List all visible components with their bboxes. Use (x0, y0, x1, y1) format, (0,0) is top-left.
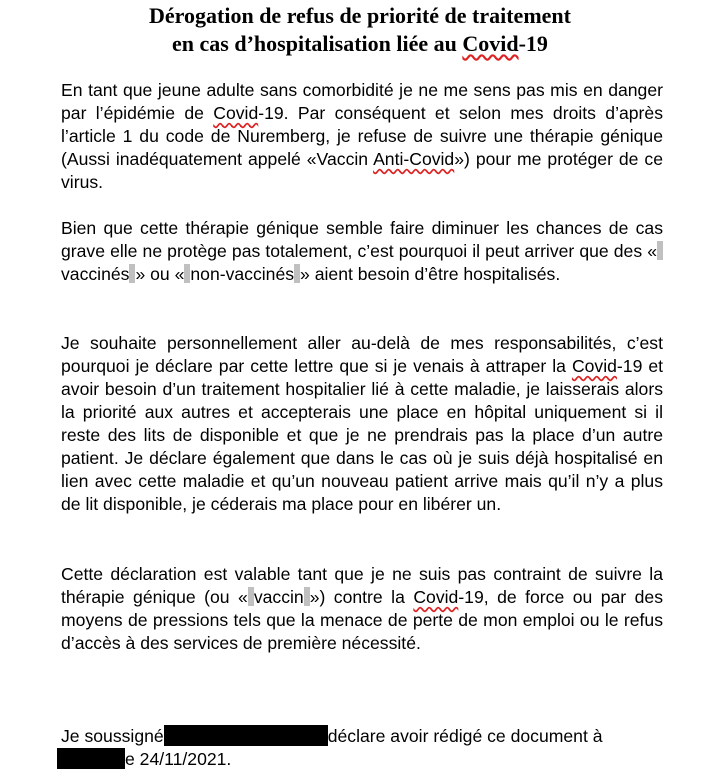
redacted-name-box (164, 725, 328, 746)
nbsp-marker (657, 241, 663, 260)
title-line-2-suffix: -19 (518, 31, 548, 56)
document-title (0, 2, 710, 58)
paragraph-2 (61, 217, 663, 286)
title-line-2-prefix: en cas d’hospitalisation liée au (172, 31, 463, 56)
paragraph-1-text-c: ») pour me protéger de ce virus. (61, 149, 664, 192)
paragraph-1-anti-covid-word: Anti-Covid (373, 149, 455, 169)
signature-date: e 24/11/2021. (125, 749, 232, 769)
paragraph-1-text-b: -19. Par conséquent et selon mes droits d’après l’article 1 du code de Nuremberg, je refuse de suivre une thérapie génique (Aussi inadéquatement appelé «Vaccin (61, 103, 663, 169)
paragraph-4-text-b: ») contre la (309, 587, 414, 607)
paragraph-2-text-b: » ou « (135, 264, 185, 284)
paragraph-4 (61, 563, 663, 655)
paragraph-3-text-a: Je souhaite personnellement aller au-delà de mes responsabilités, c’est pourquoi je déclare par cette lettre que si je venais à attraper la (61, 333, 663, 376)
title-line-2 (0, 30, 710, 58)
paragraph-4-text-a: Cette déclaration est valable tant que je ne suis pas contraint de suivre la thérapie génique (ou « (61, 564, 663, 607)
signature-prefix: Je soussigné (61, 726, 164, 746)
paragraph-2-text-a: Bien que cette thérapie génique semble faire diminuer les chances de cas grave elle ne protège pas totalement, c’est pourquoi il peut arriver que des « (61, 218, 663, 261)
signature-line-1 (61, 725, 701, 748)
signature-line-2 (57, 748, 701, 771)
paragraph-3-text-b: -19 et avoir besoin d’un traitement hospitalier lié à cette maladie, je laisserais alors la priorité aux autres et accepterais une place en hôpital uniquement si il reste des lits de disponible et que je ne prendrais pas la place d’un autre patient. Je déclare également que dans le cas où je suis déjà hospitalisé en lien avec cette maladie et qu’un nouveau patient arrive mais qu’il n’y a plus de lit disponible, je céderais ma place pour en libérer un. (61, 356, 663, 514)
redacted-place-box (57, 748, 125, 769)
paragraph-2-text-c: » aient besoin d’être hospitalisés. (300, 264, 561, 284)
signature-middle-text: déclare avoir rédigé ce document à (327, 726, 603, 746)
paragraph-3-covid-word: Covid (571, 356, 617, 376)
title-line-1: Dérogation de refus de priorité de traitement (149, 3, 571, 28)
signature-block (61, 725, 701, 771)
paragraph-1-text-a: En tant que jeune adulte sans comorbidité je ne me sens pas mis en danger par l’épidémie de (61, 80, 663, 123)
paragraph-4-vaccin-word: vaccin (253, 587, 304, 607)
paragraph-2-non-vaccines-word: non-vaccinés (190, 264, 295, 284)
paragraph-4-covid-word: Covid (413, 587, 459, 607)
paragraph-4-text-c: -19, de force ou par des moyens de pressions tels que la menace de perte de mon emploi ou le refus d’accès à des services de première nécessité. (61, 587, 664, 653)
paragraph-1 (61, 79, 663, 194)
paragraph-3 (61, 332, 663, 516)
paragraph-2-vaccines-word: vaccinés (61, 264, 130, 284)
paragraph-1-covid-word: Covid (213, 103, 259, 123)
title-covid-word: Covid (462, 31, 519, 56)
